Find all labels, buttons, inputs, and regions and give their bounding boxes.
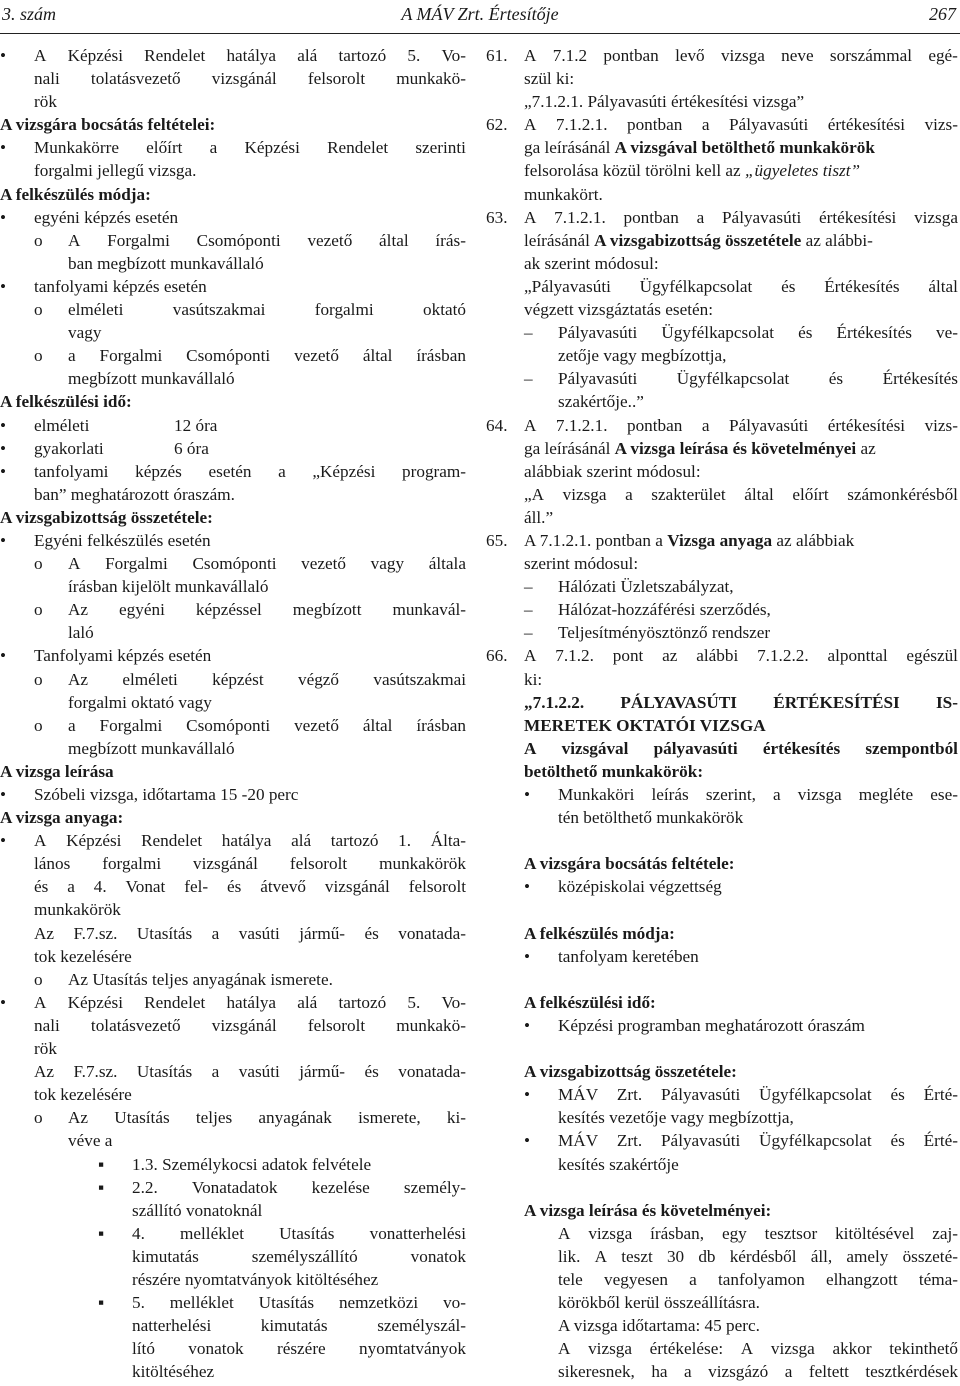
line-text: tanfolyami képzés esetén	[34, 276, 207, 296]
line-text: 5. melléklet Utasítás nemzetközi vo-	[132, 1293, 466, 1313]
line-text: natterhelési kimutatás személyszál-	[132, 1316, 466, 1336]
text-line	[34, 875, 466, 898]
line-text: gyakorlati	[34, 438, 104, 458]
text-line	[0, 644, 466, 667]
line-text: „A vizsga a szakterület által előírt számonkérésből	[524, 484, 958, 504]
text-line	[486, 183, 958, 206]
text-line	[486, 598, 958, 621]
line-text: véve a	[68, 1131, 113, 1151]
item-number: 61.	[486, 46, 508, 65]
line-text: Az Utasítás teljes anyagának ismerete, ki-	[68, 1108, 466, 1128]
text-line	[486, 1222, 958, 1245]
bullet-icon: •	[0, 415, 7, 435]
dash-icon: –	[524, 623, 533, 643]
text-line	[34, 1314, 466, 1337]
text-line	[34, 621, 466, 644]
text-line	[34, 159, 466, 182]
page-header	[0, 4, 960, 28]
line-text: MÁV Zrt. Pályavasúti Ügyfélkapcsolat és Érté-	[558, 1131, 958, 1151]
text-line	[486, 252, 958, 275]
text-line	[0, 783, 466, 806]
line-text: Képzési programban meghatározott óraszám	[558, 1015, 865, 1035]
item-number: 64.	[486, 415, 508, 435]
section-heading	[486, 922, 958, 945]
line-text: A vizsga értékelése: A vizsga akkor tekinthető	[558, 1339, 958, 1359]
line-text: alábbiak szerint módosul:	[524, 461, 701, 481]
dash-icon: –	[524, 369, 533, 389]
text-line	[0, 760, 466, 783]
text-line	[486, 1106, 958, 1129]
text-line	[34, 575, 466, 598]
text-line	[34, 1176, 466, 1199]
line-text: Hálózat-hozzáférési szerződés,	[558, 600, 771, 620]
text-line	[486, 529, 958, 552]
text-line	[34, 1268, 466, 1291]
line-text: A vizsga anyaga:	[0, 808, 124, 828]
line-text: 4. melléklet Utasítás vonatterhelési	[132, 1223, 466, 1243]
line-text: „Pályavasúti Ügyfélkapcsolat és Értékesítés által	[524, 276, 958, 296]
line-text: szakértője..”	[558, 392, 644, 412]
line-text: forgalmi jellegű vizsga.	[34, 161, 197, 181]
text-line	[486, 90, 958, 113]
section-heading	[486, 852, 958, 875]
text-line	[34, 1360, 466, 1383]
text-line	[0, 113, 466, 136]
item-number: 62.	[486, 115, 508, 135]
hours-value: 6 óra	[174, 438, 209, 458]
circle-bullet-icon: o	[34, 600, 43, 620]
text-line	[34, 298, 466, 321]
bullet-icon: •	[0, 646, 7, 666]
line-text: betölthető munkakörök:	[524, 761, 704, 781]
line-text: A 7.1.2.1. pontban a Pályavasúti értékesítési vizsga	[524, 207, 958, 227]
line-text: Az F.7.sz. Utasítás a vasúti jármű- és vonatada-	[34, 923, 466, 943]
line-text: Az F.7.sz. Utasítás a vasúti jármű- és vonatada-	[34, 1062, 466, 1082]
text-line	[486, 668, 958, 691]
text-line	[0, 991, 466, 1014]
text-line	[0, 414, 466, 437]
text-line	[34, 1060, 466, 1083]
line-text: ki:	[524, 669, 543, 689]
line-text: Munkakörre előírt a Képzési Rendelet szerinti	[34, 138, 466, 158]
item-number: 66.	[486, 646, 508, 666]
text-line	[34, 691, 466, 714]
line-text: A vizsgára bocsátás feltételei:	[0, 115, 216, 135]
section-heading	[486, 991, 958, 1014]
page-number: 267	[929, 4, 956, 24]
text-line	[486, 1360, 958, 1383]
line-text: elméleti	[34, 415, 90, 435]
line-text: tok kezelésére	[34, 946, 132, 966]
spacer	[486, 968, 958, 991]
line-text: tok kezelésére	[34, 1085, 132, 1105]
bullet-icon: •	[524, 785, 531, 804]
text-line	[34, 1222, 466, 1245]
text-line	[34, 1106, 466, 1129]
text-line	[486, 1129, 958, 1152]
text-line	[0, 390, 466, 413]
bullet-icon: •	[0, 530, 7, 550]
square-bullet-icon: ▪	[98, 1154, 105, 1174]
line-text: laló	[68, 623, 94, 643]
line-text: Pályavasúti Ügyfélkapcsolat és Értékesítés	[558, 369, 958, 389]
line-text: írásban kijelölt munkavállaló	[68, 577, 269, 597]
text-line	[486, 159, 958, 182]
section-heading	[486, 760, 958, 783]
line-text: rök	[34, 1039, 57, 1059]
bullet-icon: •	[524, 877, 531, 897]
bullet-icon: •	[0, 138, 7, 158]
text-line	[34, 737, 466, 760]
text-line	[486, 621, 958, 644]
bullet-icon: •	[0, 831, 7, 851]
line-text: A vizsgabizottság összetétele:	[524, 1062, 737, 1082]
line-text: A felkészülési idő:	[0, 392, 132, 412]
line-text: leírásánál A vizsgabizottság összetétele az alábbi-	[524, 230, 873, 250]
line-text: 1.3. Személykocsi adatok felvétele	[132, 1154, 372, 1174]
line-text: Az Utasítás teljes anyagának ismerete.	[68, 969, 333, 989]
item-number: 65.	[486, 530, 508, 550]
line-text: kimutatás személyszállító vonatok	[132, 1246, 466, 1266]
line-text: lános forgalmi vizsgánál felsorolt munkakörök	[34, 854, 466, 874]
text-line	[486, 113, 958, 136]
text-line	[486, 1337, 958, 1360]
text-line	[0, 183, 466, 206]
text-line	[34, 252, 466, 275]
text-line	[34, 321, 466, 344]
line-text: a Forgalmi Csomóponti vezető által írásban	[68, 715, 466, 735]
line-text: kitöltéséhez	[132, 1362, 215, 1382]
text-line	[34, 1245, 466, 1268]
circle-bullet-icon: o	[34, 1108, 43, 1128]
spacer	[486, 898, 958, 921]
line-text: ban megbízott munkavállaló	[68, 253, 264, 273]
square-bullet-icon: ▪	[98, 1293, 105, 1313]
circle-bullet-icon: o	[34, 230, 43, 250]
line-text: A felkészülés módja:	[0, 184, 151, 204]
line-text: A vizsgára bocsátás feltétele:	[524, 854, 735, 874]
circle-bullet-icon: o	[34, 669, 43, 689]
text-line	[486, 483, 958, 506]
line-text: Szóbeli vizsga, időtartama 15 -20 perc	[34, 785, 299, 804]
bullet-icon: •	[524, 1015, 531, 1035]
line-text: MERETEK OKTATÓI VIZSGA	[524, 715, 766, 735]
text-line	[486, 1314, 958, 1337]
text-line	[34, 1129, 466, 1152]
circle-bullet-icon: o	[34, 554, 43, 574]
text-line	[486, 575, 958, 598]
line-text: kesítés vezetője vagy megbízottja,	[558, 1108, 794, 1128]
line-text: forgalmi oktató vagy	[68, 692, 212, 712]
line-text: ban” meghatározott óraszám.	[34, 484, 235, 504]
line-text: A Forgalmi Csomóponti vezető vagy általa	[68, 554, 466, 574]
line-text: lító vonatok részére nyomtatványok	[132, 1339, 466, 1359]
line-text: végzett vizsgáztatás esetén:	[524, 300, 713, 320]
square-bullet-icon: ▪	[98, 1177, 105, 1197]
text-line	[34, 229, 466, 252]
text-line	[34, 898, 466, 921]
bullet-icon: •	[0, 438, 7, 458]
text-line	[0, 829, 466, 852]
text-line	[34, 598, 466, 621]
line-text: szül ki:	[524, 69, 575, 89]
section-heading	[486, 1060, 958, 1083]
text-line	[486, 1291, 958, 1314]
text-line	[34, 1153, 466, 1176]
text-line	[486, 1083, 958, 1106]
left-column	[0, 44, 466, 1383]
line-text: Az egyéni képzéssel megbízott munkavál-	[68, 600, 466, 620]
line-text: A vizsgabizottság összetétele:	[0, 507, 213, 527]
line-text: lik. A teszt 30 db kérdésből áll, amely összeté-	[558, 1246, 958, 1266]
line-text: megbízott munkavállaló	[68, 369, 235, 389]
text-line	[486, 67, 958, 90]
text-line	[34, 945, 466, 968]
line-text: tanfolyam keretében	[558, 946, 699, 966]
text-line	[486, 1014, 958, 1037]
line-text: elméleti vasútszakmai forgalmi oktató	[68, 300, 466, 320]
line-text: A vizsga időtartama: 45 perc.	[558, 1316, 760, 1336]
text-line	[34, 344, 466, 367]
bullet-icon: •	[0, 785, 7, 804]
dash-icon: –	[524, 323, 533, 343]
line-text: rök	[34, 92, 57, 112]
text-line	[486, 1245, 958, 1268]
text-line	[486, 229, 958, 252]
section-title	[486, 691, 958, 714]
text-line	[486, 437, 958, 460]
line-text: Munkaköri leírás szerint, a vizsga megléte ese-	[558, 785, 958, 804]
line-text: A felkészülés módja:	[524, 923, 675, 943]
line-text: 2.2. Vonatadatok kezelése személy-	[132, 1177, 466, 1197]
line-text: nali tolatásvezető vizsgánál felsorolt munkakö-	[34, 69, 466, 89]
item-number: 63.	[486, 207, 508, 227]
bullet-icon: •	[0, 276, 7, 296]
line-text: középiskolai végzettség	[558, 877, 722, 897]
line-text: munkakört.	[524, 184, 603, 204]
text-line	[486, 321, 958, 344]
line-text: tele vegyesen a tanfolyamon elhangzott téma-	[558, 1269, 958, 1289]
line-text: Az elméleti képzést végző vasútszakmai	[68, 669, 466, 689]
line-text: Egyéni felkészülés esetén	[34, 530, 211, 550]
text-line	[486, 506, 958, 529]
line-text: tén betölthető munkakörök	[558, 808, 744, 828]
text-line	[34, 922, 466, 945]
bullet-icon: •	[524, 1131, 531, 1151]
bullet-icon: •	[0, 992, 7, 1012]
issue-number: 3. szám	[2, 4, 57, 24]
line-text: a Forgalmi Csomóponti vezető által írásban	[68, 346, 466, 366]
circle-bullet-icon: o	[34, 346, 43, 366]
dash-icon: –	[524, 600, 533, 620]
text-line	[486, 783, 958, 806]
line-text: felsorolása közül törölni kell az „ügyeletes tiszt”	[524, 161, 861, 181]
text-line	[0, 44, 466, 67]
text-line	[34, 1337, 466, 1360]
line-text: A Képzési Rendelet hatálya alá tartozó 1. Álta-	[34, 831, 466, 851]
line-text: zetője vagy megbízottja,	[558, 346, 727, 366]
text-line	[486, 1268, 958, 1291]
bullet-icon: •	[0, 207, 7, 227]
text-line	[34, 1037, 466, 1060]
right-column	[486, 44, 958, 1383]
line-text: és a 4. Vonat fel- és átvevő vizsgánál felsorolt	[34, 877, 466, 897]
line-text: Teljesítményösztönző rendszer	[558, 623, 771, 643]
text-line	[0, 529, 466, 552]
publication-title: A MÁV Zrt. Értesítője	[401, 4, 559, 24]
text-line	[486, 206, 958, 229]
line-text: munkakörök	[34, 900, 121, 920]
line-text: szerint módosul:	[524, 554, 639, 574]
line-text: szállító vonatoknál	[132, 1200, 263, 1220]
section-heading	[486, 737, 958, 760]
spacer	[486, 829, 958, 852]
text-line	[0, 460, 466, 483]
line-text: A felkészülési idő:	[524, 992, 656, 1012]
line-text: A 7.1.2.1. pontban a Vizsga anyaga az alábbiak	[524, 530, 855, 550]
text-line	[34, 552, 466, 575]
line-text: részére nyomtatványok kitöltéséhez	[132, 1269, 379, 1289]
text-line	[0, 275, 466, 298]
text-line	[0, 506, 466, 529]
text-line	[486, 460, 958, 483]
line-text: sikeresnek, ha a vizsgázó a feltett tesztkérdések	[558, 1362, 958, 1382]
text-line	[486, 644, 958, 667]
text-line	[34, 668, 466, 691]
spacer	[486, 1037, 958, 1060]
text-line	[0, 437, 466, 460]
line-text: ak szerint módosul:	[524, 253, 659, 273]
text-line	[486, 298, 958, 321]
line-text: Tanfolyami képzés esetén	[34, 646, 212, 666]
line-text: A vizsga leírása	[0, 761, 114, 781]
text-line	[486, 367, 958, 390]
text-line	[486, 552, 958, 575]
line-text: MÁV Zrt. Pályavasúti Ügyfélkapcsolat és Érté-	[558, 1085, 958, 1105]
line-text: Hálózati Üzletszabályzat,	[558, 577, 734, 597]
section-heading	[486, 1199, 958, 1222]
line-text: A Forgalmi Csomóponti vezető által írás-	[68, 230, 466, 250]
section-title	[486, 714, 958, 737]
text-line	[486, 136, 958, 159]
text-line	[0, 206, 466, 229]
line-text: A 7.1.2.1. pontban a Pályavasúti értékesítési vizs-	[524, 115, 958, 135]
dash-icon: –	[524, 577, 533, 597]
bullet-icon: •	[524, 946, 531, 966]
line-text: ga leírásánál A vizsga leírása és követelményei az	[524, 438, 876, 458]
text-line	[34, 483, 466, 506]
line-text: A vizsgával pályavasúti értékesítés szempontból	[524, 738, 958, 758]
text-line	[486, 875, 958, 898]
text-line	[486, 344, 958, 367]
text-line	[34, 714, 466, 737]
hours-value: 12 óra	[174, 415, 218, 435]
text-line	[34, 1199, 466, 1222]
text-line	[486, 806, 958, 829]
header-rule	[0, 33, 960, 34]
line-text: A vizsga írásban, egy tesztsor kitöltésével zaj-	[558, 1223, 958, 1243]
line-text: egyéni képzés esetén	[34, 207, 179, 227]
text-line	[34, 968, 466, 991]
text-line	[34, 67, 466, 90]
circle-bullet-icon: o	[34, 969, 43, 989]
line-text: Pályavasúti Ügyfélkapcsolat és Értékesítés ve-	[558, 323, 958, 343]
text-line	[34, 852, 466, 875]
line-text: A 7.1.2.1. pontban a Pályavasúti értékesítési vizs-	[524, 415, 958, 435]
text-line	[34, 1014, 466, 1037]
line-text: „7.1.2.2. PÁLYAVASÚTI ÉRTÉKESÍTÉSI IS-	[524, 692, 958, 712]
line-text: ga leírásánál A vizsgával betölthető munkakörök	[524, 138, 875, 158]
text-line	[34, 1291, 466, 1314]
spacer	[486, 1176, 958, 1199]
bullet-icon: •	[0, 46, 7, 65]
line-text: kesítés szakértője	[558, 1154, 679, 1174]
text-line	[486, 1153, 958, 1176]
text-line	[486, 44, 958, 67]
line-text: megbízott munkavállaló	[68, 738, 235, 758]
line-text: vagy	[68, 323, 102, 343]
line-text: A Képzési Rendelet hatálya alá tartozó 5. Vo-	[34, 992, 466, 1012]
bullet-icon: •	[524, 1085, 531, 1105]
line-text: áll.”	[524, 507, 554, 527]
text-line	[0, 806, 466, 829]
text-line	[34, 367, 466, 390]
line-text: A 7.1.2. pont az alábbi 7.1.2.2. alponttal egészül	[524, 646, 958, 666]
text-line	[486, 390, 958, 413]
text-line	[0, 136, 466, 159]
line-text: tanfolyami képzés esetén a „Képzési program-	[34, 461, 466, 481]
line-text: nali tolatásvezető vizsgánál felsorolt munkakö-	[34, 1015, 466, 1035]
line-text: körökből kerül összeállításra.	[558, 1293, 760, 1313]
text-line	[486, 275, 958, 298]
bullet-icon: •	[0, 461, 7, 481]
text-line	[34, 90, 466, 113]
text-line	[486, 414, 958, 437]
line-text: A Képzési Rendelet hatálya alá tartozó 5. Vo-	[34, 46, 466, 65]
circle-bullet-icon: o	[34, 300, 43, 320]
line-text: A 7.1.2 pontban levő vizsga neve sorszámmal egé-	[524, 46, 958, 65]
square-bullet-icon: ▪	[98, 1223, 105, 1243]
text-line	[486, 945, 958, 968]
line-text: „7.1.2.1. Pályavasúti értékesítési vizsga”	[524, 92, 805, 112]
line-text: A vizsga leírása és követelményei:	[524, 1200, 772, 1220]
text-line	[34, 1083, 466, 1106]
circle-bullet-icon: o	[34, 715, 43, 735]
